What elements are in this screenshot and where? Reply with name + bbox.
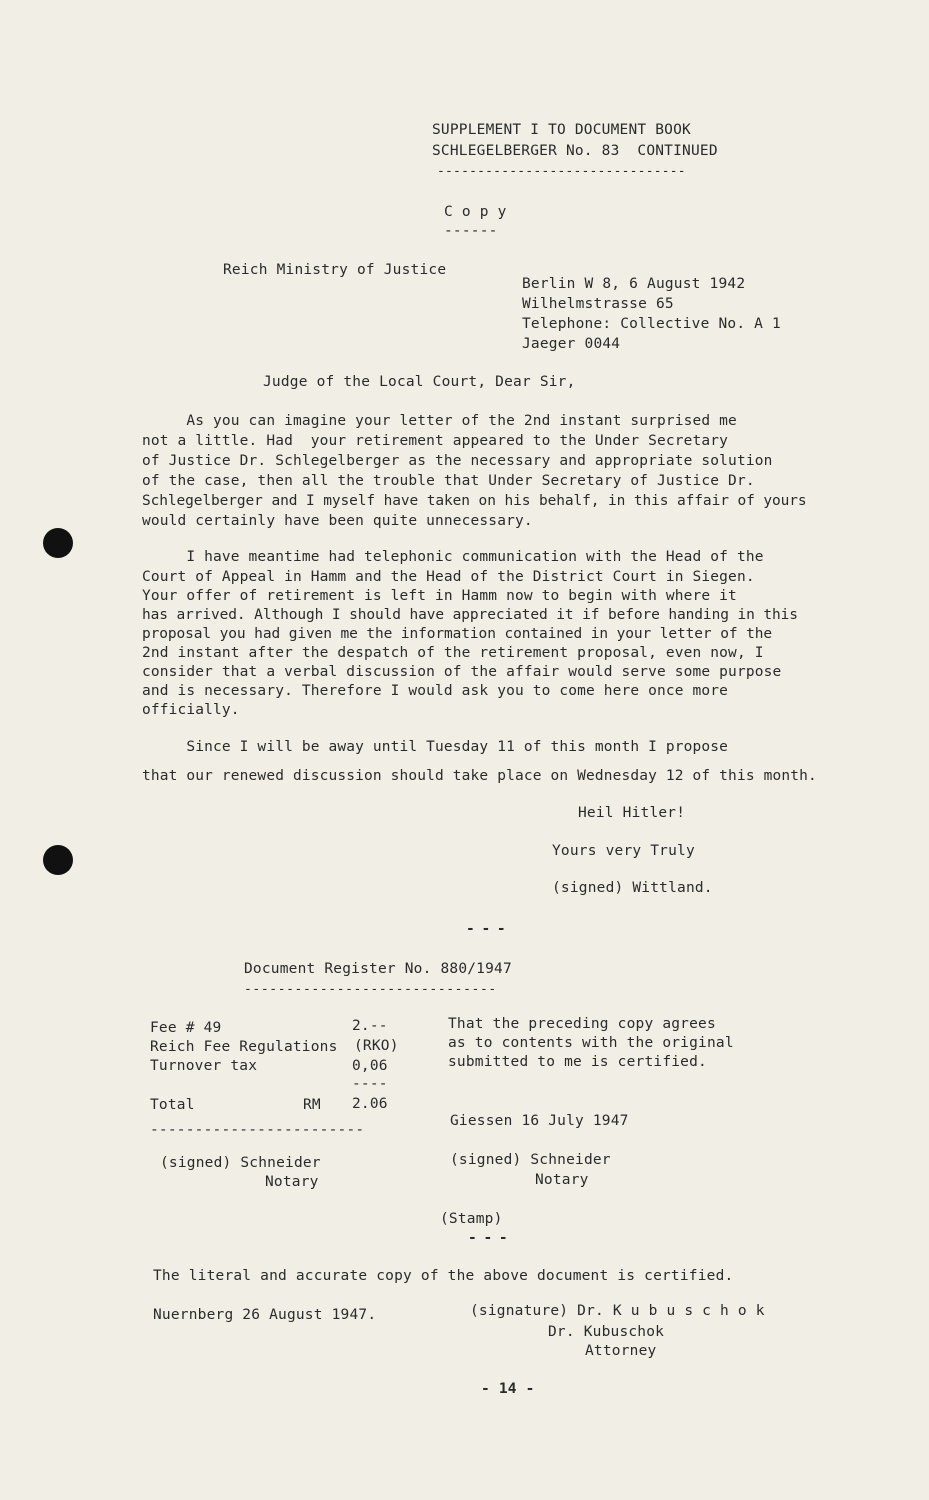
document-register: Document Register No. 880/1947 [244,961,512,977]
copy-heading-rule: ------ [444,223,498,239]
fee-label: Turnover tax [150,1058,258,1074]
final-place-date: Nuernberg 26 August 1947. [153,1307,377,1323]
paragraph-line: has arrived. Although I should have appreciated it if before handing in this [142,607,798,623]
separator: - - - [466,921,505,937]
header-line-1: SUPPLEMENT I TO DOCUMENT BOOK [432,122,691,138]
punch-hole-icon [43,845,73,875]
fees-rule: ------------------------ [150,1122,365,1138]
closing-signature: (signed) Wittland. [552,880,713,896]
fee-value: (RKO) [354,1038,399,1054]
fee-value: 0,06 [352,1058,388,1074]
header-line-2: SCHLEGELBERGER No. 83 CONTINUED [432,143,718,159]
ministry-name: Reich Ministry of Justice [223,262,447,278]
total-label: Total [150,1097,195,1113]
fee-value: 2.-- [352,1018,388,1034]
page-number: - 14 - [481,1381,535,1397]
paragraph-line: would certainly have been quite unnecessary. [142,513,533,529]
stamp-label: (Stamp) [440,1211,503,1227]
fees-signature: (signed) Schneider [160,1155,321,1171]
certification-line: submitted to me is certified. [448,1054,707,1070]
final-statement: The literal and accurate copy of the above document is certified. [153,1268,734,1284]
address-line: Berlin W 8, 6 August 1942 [522,276,746,292]
paragraph-line: Your offer of retirement is left in Hamm now to begin with where it [142,588,737,604]
paragraph-line: consider that a verbal discussion of the affair would serve some purpose [142,664,782,680]
final-name: Dr. Kubuschok [548,1324,665,1340]
paragraph-line: officially. [142,702,240,718]
final-title: Attorney [585,1343,657,1359]
paragraph-line: and is necessary. Therefore I would ask you to come here once more [142,683,729,699]
punch-hole-icon [43,528,73,558]
paragraph-line: Schlegelberger and I myself have taken on his behalf, in this affair of yours [142,493,807,509]
paragraph-line: As you can imagine your letter of the 2nd instant surprised me [142,413,737,429]
salutation: Judge of the Local Court, Dear Sir, [263,374,576,390]
paragraph-line: I have meantime had telephonic communication with the Head of the [142,549,764,565]
paragraph-line: Court of Appeal in Hamm and the Head of the District Court in Siegen. [142,569,755,585]
subtotal-rule: ---- [352,1076,388,1092]
total-value: 2.06 [352,1096,388,1112]
paragraph-line: Since I will be away until Tuesday 11 of this month I propose [142,739,729,755]
paragraph-line: of Justice Dr. Schlegelberger as the necessary and appropriate solution [142,453,773,469]
closing-greeting: Heil Hitler! [578,805,686,821]
closing-valediction: Yours very Truly [552,843,695,859]
copy-heading: C o p y [444,204,507,220]
certification-line: That the preceding copy agrees [448,1016,716,1032]
paragraph-line: proposal you had given me the information contained in your letter of the [142,626,772,642]
fee-label: Reich Fee Regulations [150,1039,338,1055]
separator: - - - [468,1230,507,1246]
address-line: Telephone: Collective No. A 1 [522,316,781,332]
certification-line: as to contents with the original [448,1035,734,1051]
final-signature: (signature) Dr. K u b u s c h o k [470,1303,765,1319]
register-rule: ------------------------------ [244,982,497,997]
address-line: Wilhelmstrasse 65 [522,296,674,312]
fees-notary-title: Notary [265,1174,319,1190]
header-rule: ------------------------------- [437,164,686,179]
paragraph-line: that our renewed discussion should take place on Wednesday 12 of this month. [142,768,817,784]
address-line: Jaeger 0044 [522,336,621,352]
paragraph-line: of the case, then all the trouble that Under Secretary of Justice Dr. [142,473,755,489]
certification-notary-title: Notary [535,1172,589,1188]
certification-place-date: Giessen 16 July 1947 [450,1113,629,1129]
total-currency: RM [303,1097,321,1113]
paragraph-line: not a little. Had your retirement appeared to the Under Secretary [142,433,729,449]
certification-signature: (signed) Schneider [450,1152,611,1168]
fee-label: Fee # 49 [150,1020,222,1036]
paragraph-line: 2nd instant after the despatch of the retirement proposal, even now, I [142,645,764,661]
